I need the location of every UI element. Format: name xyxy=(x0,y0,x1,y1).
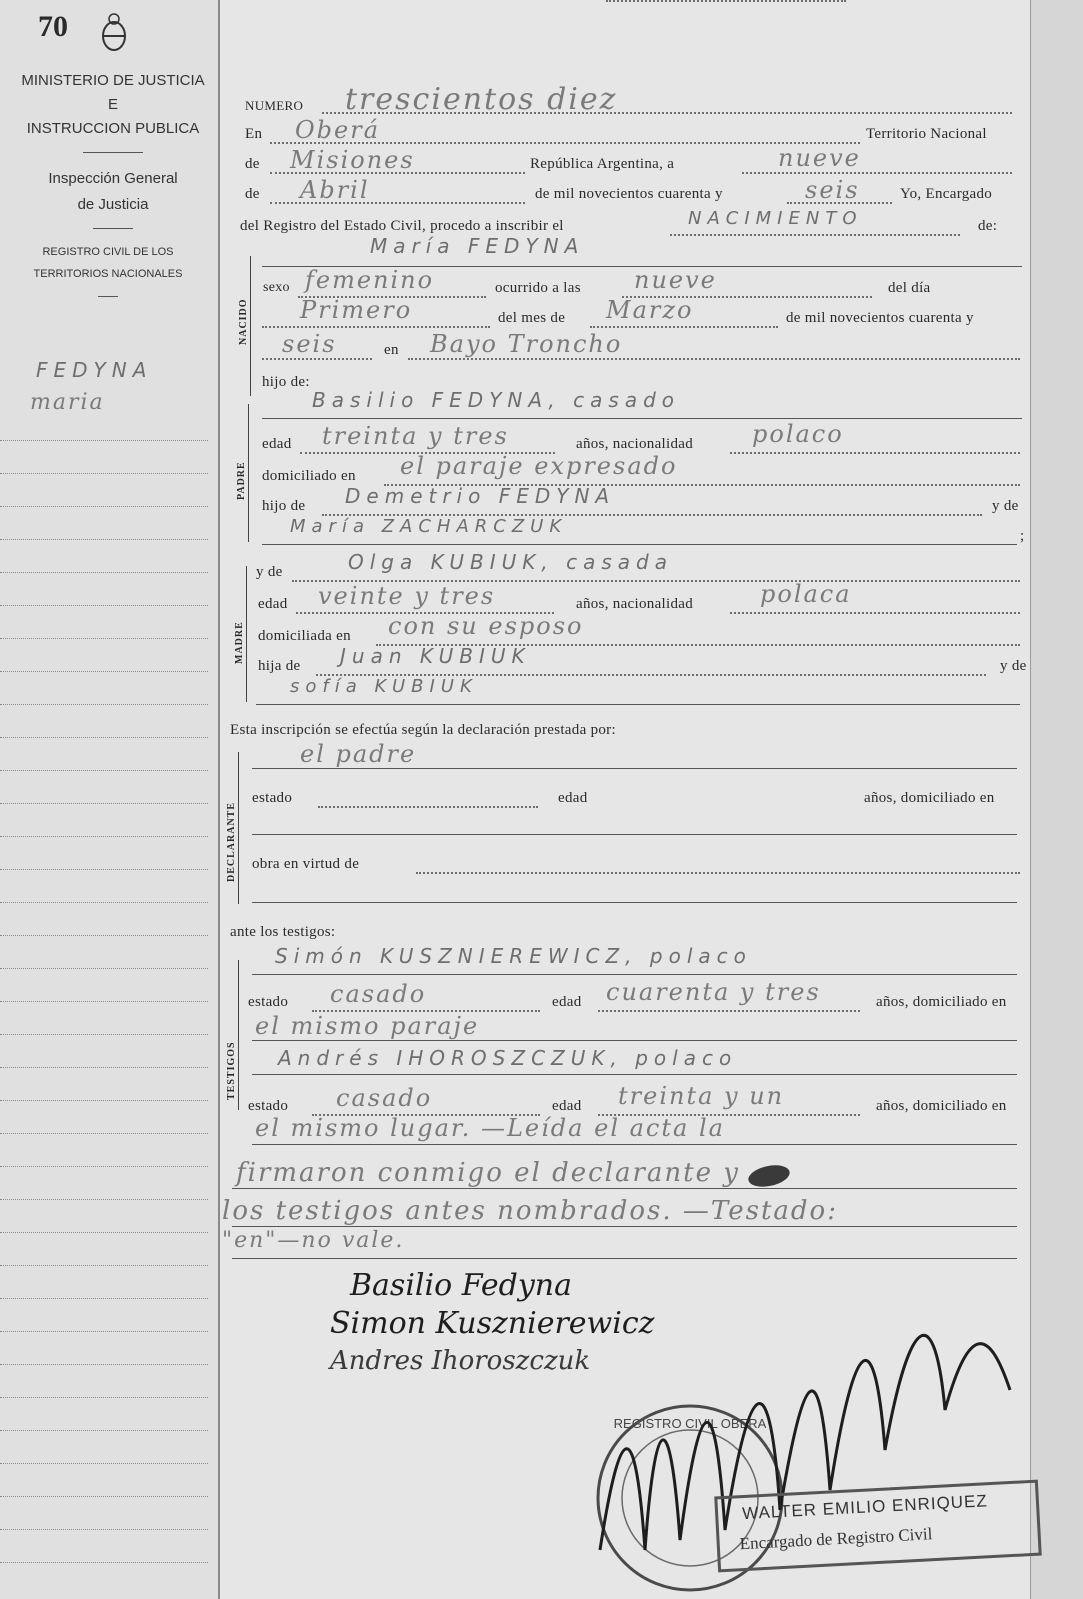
margin-ruled-line xyxy=(0,539,208,540)
margin-ruled-line xyxy=(0,1133,208,1134)
closing-line-2 xyxy=(232,1226,1017,1227)
margin-ruled-line xyxy=(0,1001,208,1002)
t2-nombre-value: Andrés IHOROSZCZUK, polaco xyxy=(278,1046,738,1070)
margin-ruled-line xyxy=(0,704,208,705)
padre-edad-label: edad xyxy=(262,436,292,452)
closing-text-1: firmaron conmigo el declarante y xyxy=(236,1158,740,1188)
margin-ruled-line xyxy=(0,737,208,738)
margin-ruled-line xyxy=(0,1364,208,1365)
en-nac-label: en xyxy=(384,342,399,358)
mil-label: de mil novecientos cuarenta y xyxy=(535,186,723,202)
testigos-brace xyxy=(238,960,239,1110)
yo-label: Yo, Encargado xyxy=(900,186,993,202)
t1-nombre-value: Simón KUSZNIEREWICZ, polaco xyxy=(275,944,752,968)
margin-ruled-line xyxy=(0,770,208,771)
t1-name-line xyxy=(252,974,1017,975)
sexo-value: femenino xyxy=(305,266,435,294)
ministry-line-3: INSTRUCCION PUBLICA xyxy=(26,120,200,137)
margin-ruled-line xyxy=(0,1100,208,1101)
margin-ruled-line xyxy=(0,605,208,606)
margin-ruled-line xyxy=(0,1463,208,1464)
inspection-line-1: Inspección General xyxy=(48,170,178,187)
madre-domicilio-label: domiciliada en xyxy=(258,628,351,644)
margin-ruled-line xyxy=(0,1067,208,1068)
padre-y-de-label: y de xyxy=(992,498,1019,514)
margin-ruled-line xyxy=(0,869,208,870)
dia-line xyxy=(742,172,1012,174)
en-label: En xyxy=(245,126,263,142)
closing-line-3 xyxy=(232,1258,1017,1259)
madre-nacionalidad-value: polaca xyxy=(760,580,852,608)
ink-blot xyxy=(746,1162,791,1190)
declarante-anios-label: años, domiciliado en xyxy=(864,790,995,806)
signature-father: Basilio Fedyna xyxy=(350,1268,572,1303)
numero-label: NUMERO xyxy=(245,98,304,113)
margin-ruled-line xyxy=(0,1199,208,1200)
t1-estado-value: casado xyxy=(330,980,427,1008)
numero-value: trescientos diez xyxy=(345,82,618,117)
t2-name-line xyxy=(252,1074,1017,1075)
declarante-end-line xyxy=(252,902,1017,903)
padre-hijo-label: hijo de xyxy=(262,498,306,514)
t1-estado-label: estado xyxy=(248,994,289,1010)
margin-ruled-line xyxy=(0,1298,208,1299)
divider xyxy=(93,228,133,229)
republica-label: República Argentina, a xyxy=(530,156,675,172)
madre-hija-label: hija de xyxy=(258,658,301,674)
lugar-value: Bayo Troncho xyxy=(430,330,623,358)
semicolon: ; xyxy=(1020,528,1025,544)
abuela-line xyxy=(262,544,1017,545)
t1-domicilio-line xyxy=(252,1040,1017,1041)
abuela-paterna-value: María ZACHARCZUK xyxy=(290,516,568,537)
t2-estado-value: casado xyxy=(336,1084,433,1112)
abuelo-paterno-value: Demetrio FEDYNA xyxy=(345,484,616,508)
declarante-obra-label: obra en virtud de xyxy=(252,856,360,872)
del-dia-label: del día xyxy=(888,280,931,296)
testigos-intro: ante los testigos: xyxy=(230,924,336,940)
madre-y-de-label: y de xyxy=(256,564,283,580)
margin-ruled-line xyxy=(0,1397,208,1398)
lugar-line xyxy=(408,358,1020,360)
t1-edad-line xyxy=(598,1010,860,1012)
anio-value: seis xyxy=(805,176,860,204)
margin-surname: FEDYNA xyxy=(36,358,153,382)
margin-ruled-line xyxy=(0,671,208,672)
declarante-side-label: DECLARANTE xyxy=(226,801,237,882)
nacido-brace xyxy=(250,256,251,396)
declarante-edad-line xyxy=(606,0,846,2)
margin-ruled-line xyxy=(0,902,208,903)
t2-edad-value: treinta y un xyxy=(618,1082,785,1110)
madre-nombre-value: Olga KUBIUK, casada xyxy=(348,550,673,574)
signature-witness-1: Simon Kusznierewicz xyxy=(330,1306,655,1341)
en-value: Oberá xyxy=(295,116,381,144)
madre-nac-line xyxy=(730,612,1020,614)
madre-side-label: MADRE xyxy=(234,621,245,664)
margin-ruled-line xyxy=(0,803,208,804)
margin-ruled-line xyxy=(0,473,208,474)
mes-nac-line xyxy=(590,326,778,328)
ocurrido-label: ocurrido a las xyxy=(495,280,581,296)
t2-edad-label: edad xyxy=(552,1098,582,1114)
margin-ruled-line xyxy=(0,1562,208,1563)
t1-anios-label: años, domiciliado en xyxy=(876,994,1007,1010)
territorio-label: Territorio Nacional xyxy=(866,126,987,142)
margin-ruled-line xyxy=(0,968,208,969)
margin-ruled-line xyxy=(0,572,208,573)
margin-ruled-line xyxy=(0,1430,208,1431)
padre-name-line xyxy=(262,418,1022,419)
declarante-domicilio-line xyxy=(252,834,1017,835)
registro-label: del Registro del Estado Civil, procedo a inscribir el xyxy=(240,218,564,234)
declarante-intro: Esta inscripción se efectúa según la declaración prestada por: xyxy=(230,722,616,738)
registry-line-2: TERRITORIOS NACIONALES xyxy=(33,268,183,280)
declarante-obra-line xyxy=(416,872,1020,874)
stamp-line-2: Encargado de Registro Civil xyxy=(739,1524,933,1554)
acto-line xyxy=(670,234,960,236)
padre-edad-value: treinta y tres xyxy=(322,422,509,450)
registry-line-1: REGISTRO CIVIL DE LOS xyxy=(42,246,174,258)
t2-domicilio-line xyxy=(252,1144,1017,1145)
mil-nac-label: de mil novecientos cuarenta y xyxy=(786,310,974,326)
nacido-side-label: NACIDO xyxy=(238,298,249,345)
abuelo-materno-value: Juan KUBIUK xyxy=(340,644,531,668)
declarante-nombre-value: el padre xyxy=(300,740,417,768)
right-edge-page xyxy=(1030,0,1083,1599)
del-mes-label: del mes de xyxy=(498,310,566,326)
margin-ruled-line xyxy=(0,836,208,837)
anio-nac-line xyxy=(262,358,372,360)
de-value: Misiones xyxy=(290,146,415,174)
padre-nacionalidad-value: polaco xyxy=(752,420,844,448)
abuela-materna-line xyxy=(256,704,1020,705)
padre-nombre-value: Basilio FEDYNA, casado xyxy=(312,388,681,412)
hora-value: nueve xyxy=(634,266,717,294)
hijo-label: hijo de: xyxy=(262,374,310,390)
padre-domicilio-label: domiciliado en xyxy=(262,468,356,484)
abuela-materna-value: sofía KUBIUK xyxy=(290,676,478,697)
argentina-coat-of-arms-icon xyxy=(100,12,128,52)
madre-brace xyxy=(246,566,247,702)
dia-nac-line xyxy=(262,326,490,328)
t1-domicilio-value: el mismo paraje xyxy=(255,1012,480,1040)
margin-ruled-line xyxy=(0,440,208,441)
margin-ruled-line xyxy=(0,1331,208,1332)
dia-value: nueve xyxy=(778,144,861,172)
madre-domicilio-value: con su esposo xyxy=(388,612,584,640)
declarante-edad-label: edad xyxy=(558,790,588,806)
declarante-estado-line xyxy=(318,806,538,808)
margin-ruled-line xyxy=(0,1496,208,1497)
madre-edad-value: veinte y tres xyxy=(318,582,496,610)
testigos-side-label: TESTIGOS xyxy=(226,1041,237,1100)
padre-nac-line xyxy=(730,452,1020,454)
margin-ruled-line xyxy=(0,1166,208,1167)
madre-y-de2-label: y de xyxy=(1000,658,1027,674)
seal-text: REGISTRO CIVIL OBERA xyxy=(613,1416,767,1431)
margin-ruled-line xyxy=(0,935,208,936)
divider xyxy=(98,296,118,297)
closing-text-3: "en"—no vale. xyxy=(222,1228,405,1253)
declarante-estado-label: estado xyxy=(252,790,293,806)
padre-domicilio-value: el paraje expresado xyxy=(400,452,678,480)
t2-anios-label: años, domiciliado en xyxy=(876,1098,1007,1114)
sexo-label: sexo xyxy=(263,280,290,295)
dia-nac-value: Primero xyxy=(300,296,413,324)
ministry-line-1: MINISTERIO DE JUSTICIA xyxy=(21,72,205,89)
margin-ruled-line xyxy=(0,638,208,639)
declarante-brace xyxy=(238,752,239,904)
margin-ruled-line xyxy=(0,1529,208,1530)
page-number: 70 xyxy=(38,10,68,43)
t2-estado-label: estado xyxy=(248,1098,289,1114)
inspection-line-2: de Justicia xyxy=(77,196,149,213)
mes-value: Abril xyxy=(300,176,370,204)
mes-nac-value: Marzo xyxy=(606,296,694,324)
margin-ruled-line xyxy=(0,1232,208,1233)
margin-given-name: maria xyxy=(30,390,105,415)
margin-ruled-line xyxy=(0,1034,208,1035)
t2-domicilio-value: el mismo lugar. —Leída el acta la xyxy=(255,1114,725,1142)
ministry-line-2: E xyxy=(107,96,119,113)
margin-column xyxy=(0,0,220,1599)
declarante-name-line xyxy=(252,768,1017,769)
nombre-value: María FEDYNA xyxy=(370,234,585,258)
divider xyxy=(83,152,143,153)
margin-ruled-line xyxy=(0,1265,208,1266)
margin-ruled-line xyxy=(0,506,208,507)
anio-nac-value: seis xyxy=(282,330,337,358)
stamp-line-1: WALTER EMILIO ENRIQUEZ xyxy=(741,1491,989,1524)
de2-label: de xyxy=(245,186,260,202)
t1-edad-value: cuarenta y tres xyxy=(606,978,821,1006)
madre-anios-label: años, nacionalidad xyxy=(576,596,694,612)
closing-line-1 xyxy=(232,1188,1017,1189)
de3-label: de: xyxy=(978,218,998,234)
padre-anios-label: años, nacionalidad xyxy=(576,436,694,452)
closing-text-2: los testigos antes nombrados. —Testado: xyxy=(222,1196,838,1226)
de-label: de xyxy=(245,156,260,172)
signature-witness-2: Andres Ihoroszczuk xyxy=(330,1346,591,1376)
t1-edad-label: edad xyxy=(552,994,582,1010)
padre-side-label: PADRE xyxy=(236,461,247,500)
madre-edad-label: edad xyxy=(258,596,288,612)
acto-value: NACIMIENTO xyxy=(688,208,863,229)
padre-brace xyxy=(248,404,249,542)
